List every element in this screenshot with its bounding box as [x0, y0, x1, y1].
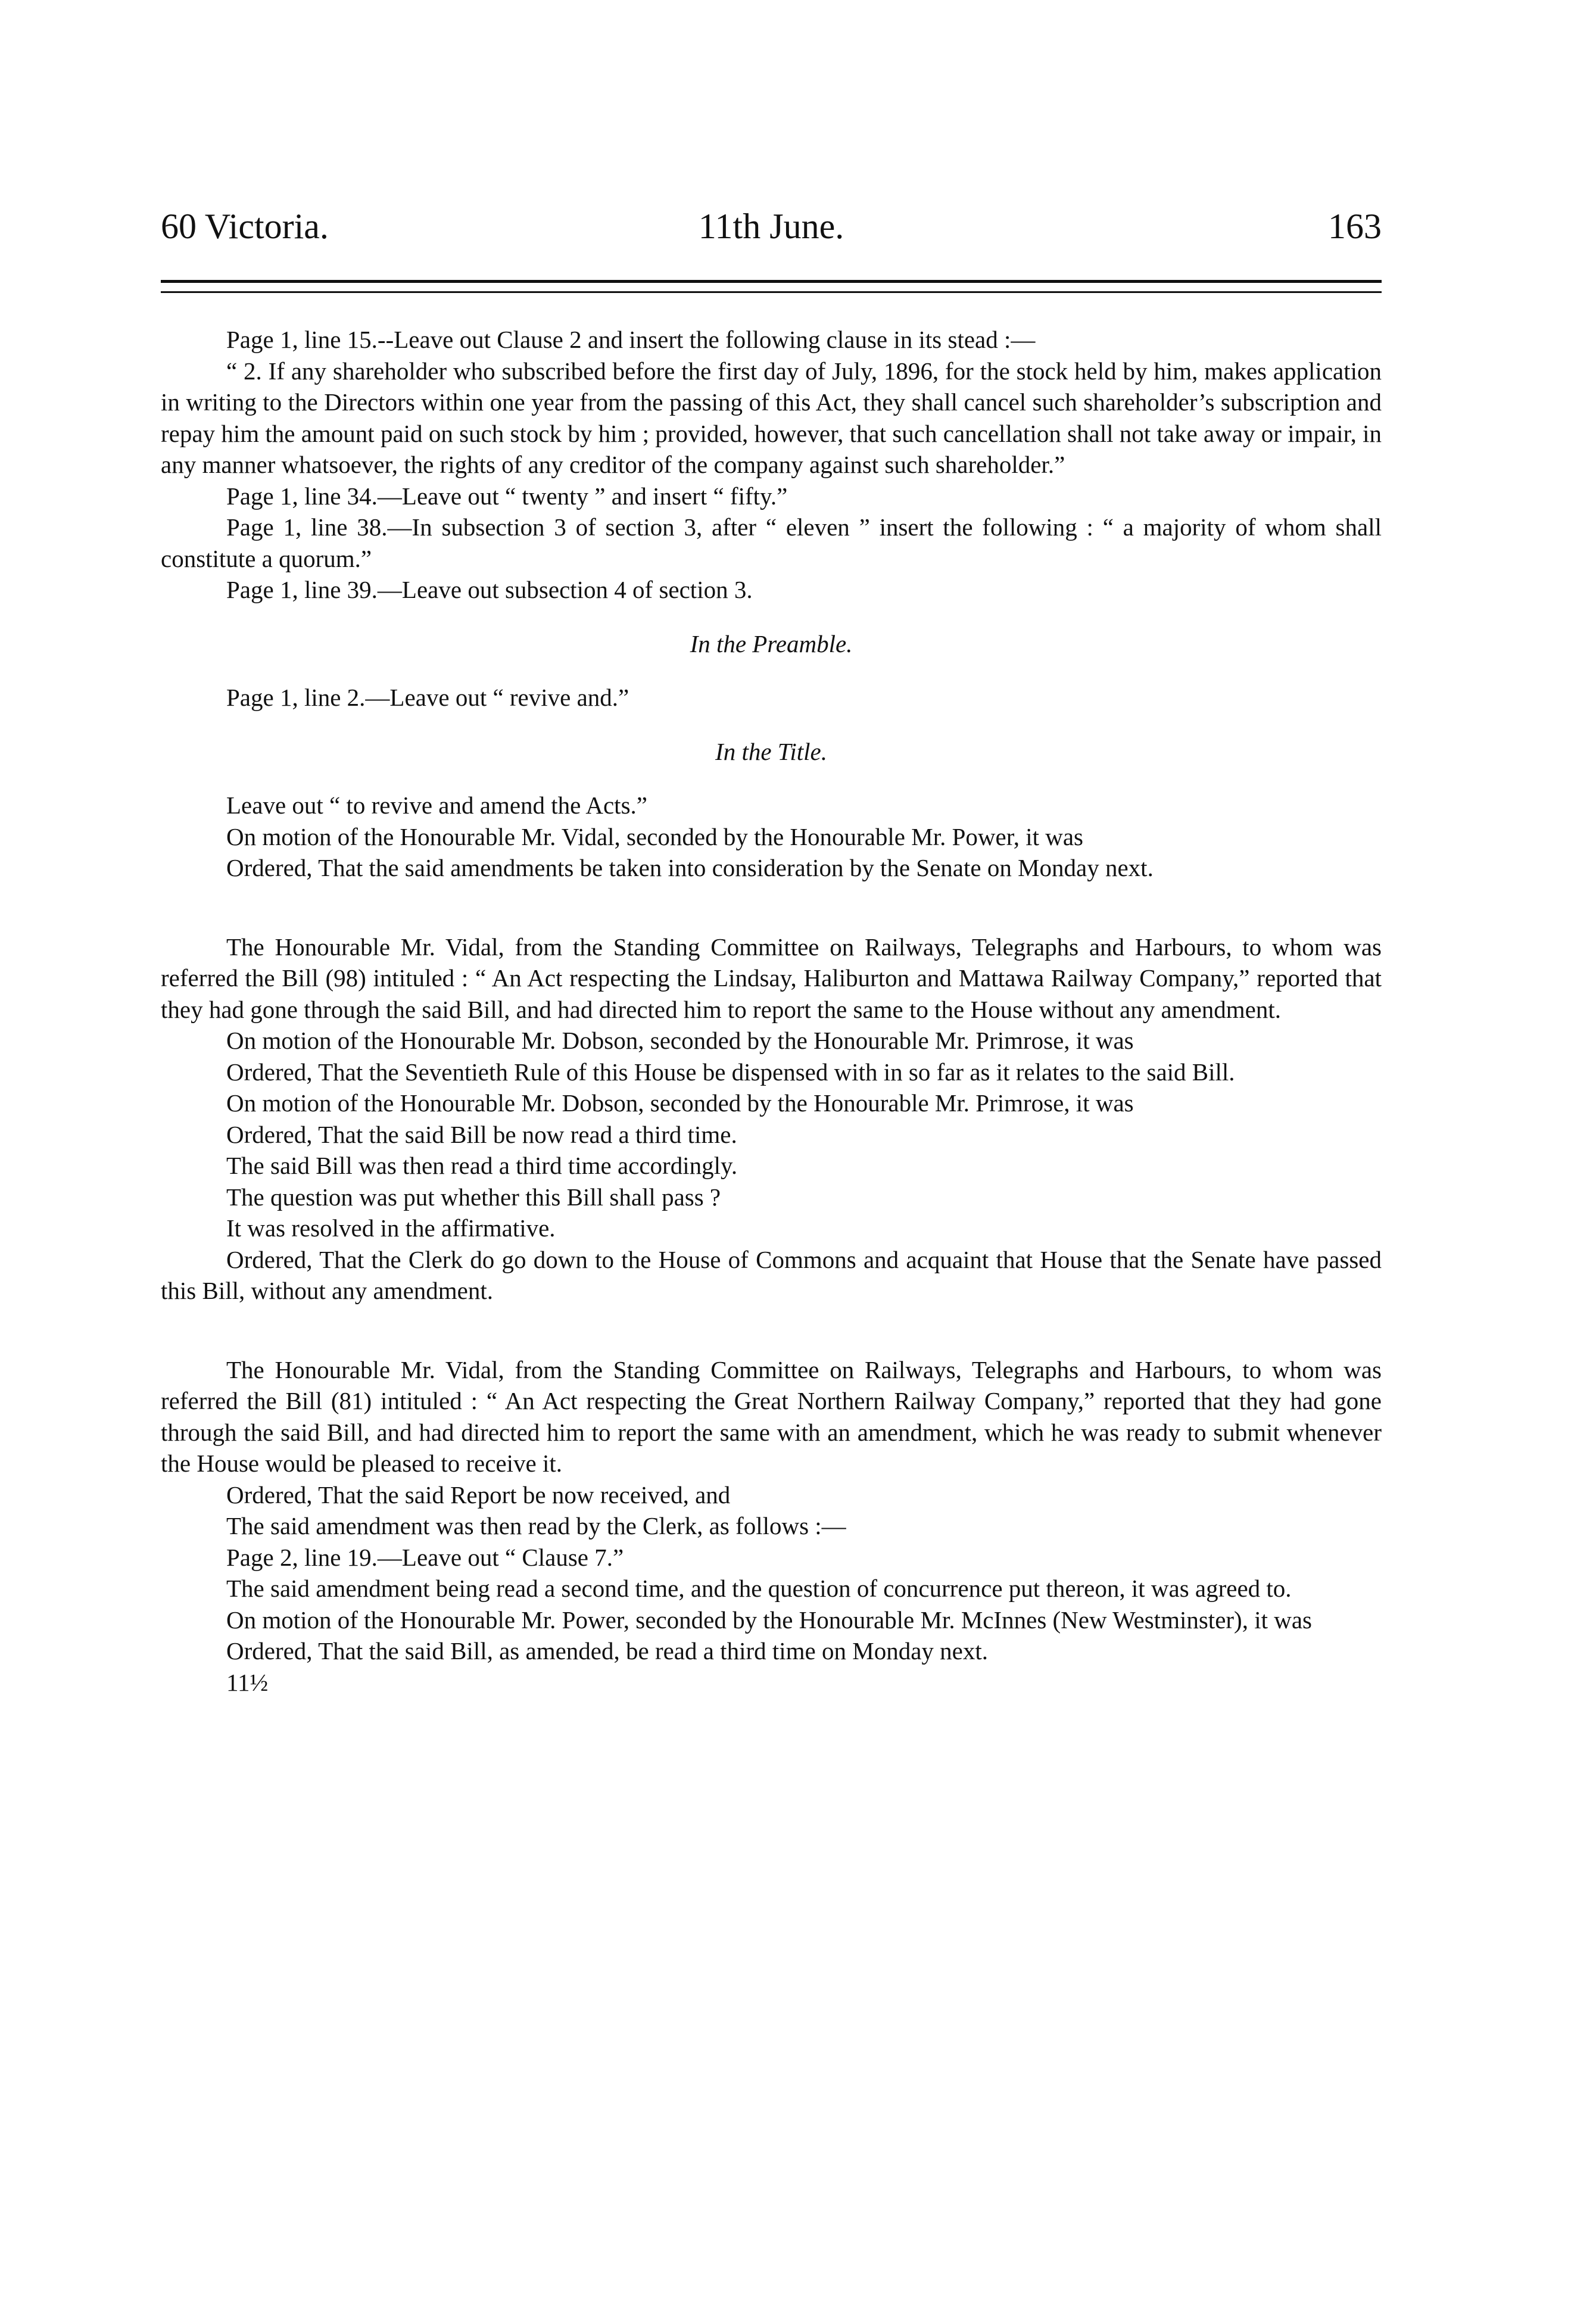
paragraph: The said amendment being read a second time, and the question of concurrence put thereon, it was agreed to.: [226, 1575, 1292, 1602]
paragraph: Leave out “ to revive and amend the Acts.”: [226, 791, 647, 819]
paragraph: Ordered, That the Clerk do go down to the House of Commons and acquaint that House that the Senate have passed this Bill, without any amendment.: [161, 1245, 1382, 1304]
paragraph: Page 1, line 2.—Leave out “ revive and.”: [226, 684, 629, 711]
paragraph: The Honourable Mr. Vidal, from the Standing Committee on Railways, Telegraphs and Harbours, to whom was referred the Bill (98) intituled : “ An Act respecting the Lindsay, Haliburton and Mattawa Railway Company,” reported that they had gone through the said Bill, and had directed him to report the same to the House without any amendment.: [161, 933, 1382, 1023]
paragraph: It was resolved in the affirmative.: [226, 1214, 556, 1242]
page-header: [161, 202, 1382, 250]
paragraph: Ordered, That the said Bill be now read a third time.: [226, 1120, 737, 1148]
paragraph: Ordered, That the Seventieth Rule of this House be dispensed with in so far as it relates to the said Bill.: [226, 1058, 1235, 1086]
paragraph: On motion of the Honourable Mr. Vidal, seconded by the Honourable Mr. Power, it was: [226, 822, 1084, 850]
paragraph: Page 1, line 34.—Leave out “ twenty ” and insert “ fifty.”: [226, 482, 788, 510]
paragraph: Ordered, That the said amendments be taken into consideration by the Senate on Monday next.: [226, 854, 1154, 881]
paragraph: Page 1, line 39.—Leave out subsection 4 of section 3.: [226, 576, 753, 603]
paragraph: Page 1, line 15.--Leave out Clause 2 and insert the following clause in its stead :—: [226, 326, 1036, 353]
section-heading-preamble: In the Preamble.: [690, 629, 853, 657]
section-heading-title: In the Title.: [715, 737, 827, 765]
paragraph: Page 1, line 38.—In subsection 3 of section 3, after “ eleven ” insert the following : “ a majority of whom shall constitute a quorum.”: [161, 513, 1382, 572]
header-rule-top: [161, 280, 1382, 283]
paragraph: On motion of the Honourable Mr. Dobson, seconded by the Honourable Mr. Primrose, it was: [226, 1089, 1134, 1117]
paragraph: Ordered, That the said Bill, as amended, be read a third time on Monday next.: [226, 1637, 988, 1665]
header-double-rule: [161, 280, 1382, 293]
paragraph: The question was put whether this Bill shall pass ?: [226, 1183, 721, 1211]
paragraph: On motion of the Honourable Mr. Dobson, seconded by the Honourable Mr. Primrose, it was: [226, 1027, 1134, 1054]
paragraph: The said amendment was then read by the Clerk, as follows :—: [226, 1512, 846, 1540]
page-body: [161, 324, 1382, 1698]
journal-page: [161, 202, 1382, 1698]
paragraph: Page 2, line 19.—Leave out “ Clause 7.”: [226, 1543, 624, 1571]
paragraph: On motion of the Honourable Mr. Power, seconded by the Honourable Mr. McInnes (New Westminster), it was: [226, 1606, 1312, 1634]
paragraph: The said Bill was then read a third time accordingly.: [226, 1152, 738, 1179]
paragraph: “ 2. If any shareholder who subscribed before the first day of July, 1896, for the stock held by him, makes application in writing to the Directors within one year from the passing of this Act, they shall cancel such shareholder’s subscription and repay him the amount paid on such stock by him ; provided, however, that such cancellation shall not take away or impair, in any manner whatsoever, the rights of any creditor of the company against such shareholder.”: [161, 357, 1382, 478]
header-regnal-year: 60 Victoria.: [161, 207, 329, 246]
paragraph-gap: [161, 1307, 1382, 1354]
paragraph-gap: [161, 884, 1382, 931]
signature-mark: 11½: [226, 1668, 269, 1696]
header-page-number: 163: [1328, 207, 1382, 246]
paragraph: Ordered, That the said Report be now received, and: [226, 1481, 731, 1509]
paragraph: The Honourable Mr. Vidal, from the Standing Committee on Railways, Telegraphs and Harbours, to whom was referred the Bill (81) intituled : “ An Act respecting the Great Northern Railway Company,” reported that they had gone through the said Bill, and had directed him to report the same with an amendment, which he was ready to submit whenever the House would be pleased to receive it.: [161, 1355, 1382, 1477]
header-date: 11th June.: [698, 207, 844, 246]
header-rule-bottom: [161, 291, 1382, 293]
